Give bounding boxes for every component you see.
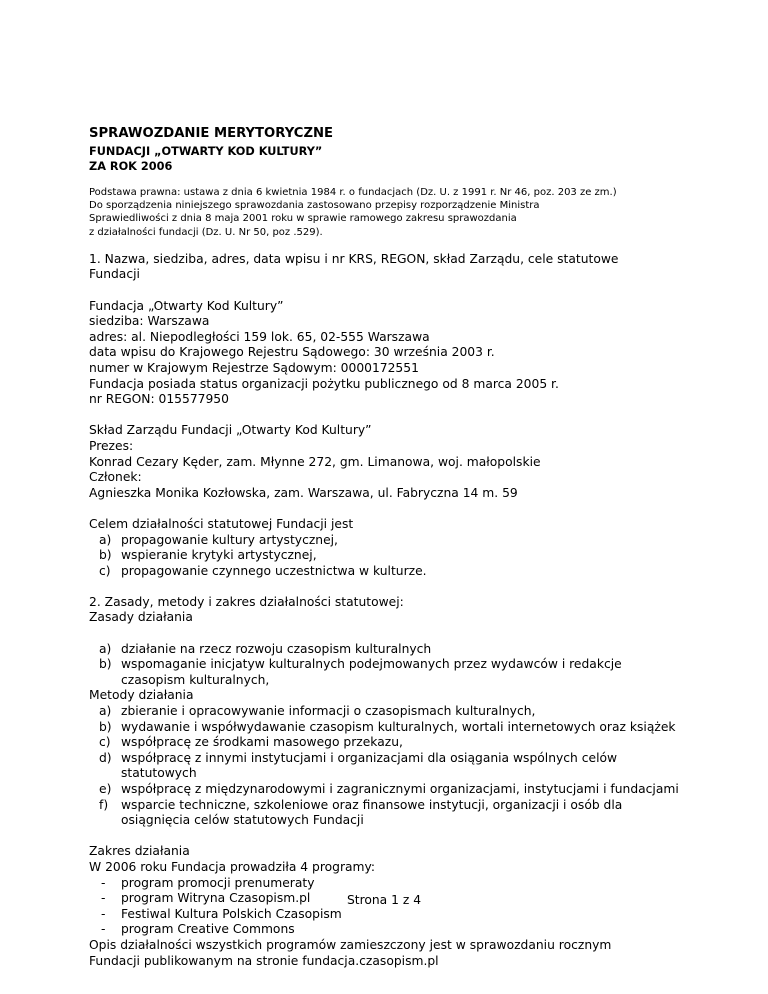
info-line: nr REGON: 015577950 bbox=[89, 392, 229, 407]
closing-line: Fundacji publikowanym na stronie fundacja.czasopism.pl bbox=[89, 953, 439, 968]
goals-list bbox=[89, 533, 689, 580]
legal-basis bbox=[89, 186, 689, 239]
board-line: Skład Zarządu Fundacji „Otwarty Kod Kultury” bbox=[89, 423, 372, 438]
closing-line: Opis działalności wszystkich programów zamieszczony jest w sprawozdaniu rocznym bbox=[89, 937, 612, 952]
foundation-info bbox=[89, 299, 689, 408]
info-line: numer w Krajowym Rejestrze Sądowym: 0000172551 bbox=[89, 360, 419, 375]
list-item: a) propagowanie kultury artystycznej, bbox=[99, 532, 338, 547]
section2-heading: 2. Zasady, metody i zakres działalności statutowej: bbox=[89, 594, 404, 609]
list-item: - program Witryna Czasopism.pl bbox=[101, 891, 311, 906]
list-item: f) wsparcie techniczne, szkoleniowe oraz finansowe instytucji, organizacji i osób dla osiągnięcia celów statutowych Fundacji bbox=[99, 797, 623, 828]
scope-intro: W 2006 roku Fundacja prowadziła 4 programy: bbox=[89, 859, 376, 874]
list-item: b) wspomaganie inicjatyw kulturalnych podejmowanych przez wydawców i redakcje czasopism kulturalnych, bbox=[99, 657, 622, 687]
legal-line: Podstawa prawna: ustawa z dnia 6 kwietnia 1984 r. o fundacjach (Dz. U. z 1991 r. Nr 46, poz. 203 ze zm.) bbox=[89, 187, 617, 198]
board-line: Członek: bbox=[89, 470, 142, 485]
document-title: SPRAWOZDANIE MERYTORYCZNE bbox=[89, 126, 334, 141]
methods-label: Metody działania bbox=[89, 688, 194, 703]
list-item: d) współpracę z innymi instytucjami i organizacjami dla osiągania wspólnych celów statutowych bbox=[99, 750, 618, 781]
info-line: Fundacja „Otwarty Kod Kultury” bbox=[89, 298, 284, 313]
principles-label: Zasady działania bbox=[89, 610, 193, 625]
legal-line: Sprawiedliwości z dnia 8 maja 2001 roku w sprawie ramowego zakresu sprawozdania bbox=[89, 213, 517, 225]
list-item: b) wydawanie i współwydawanie czasopism kulturalnych, wortali internetowych oraz książek bbox=[99, 719, 676, 734]
section1-heading-cont: Fundacji bbox=[89, 267, 140, 282]
info-line: Fundacja posiada status organizacji pożytku publicznego od 8 marca 2005 r. bbox=[89, 376, 559, 391]
document-page bbox=[89, 126, 689, 969]
list-item: a) zbieranie i opracowywanie informacji o czasopismach kulturalnych, bbox=[99, 704, 536, 719]
list-item: c) propagowanie czynnego uczestnictwa w kulturze. bbox=[99, 563, 427, 578]
goals-intro: Celem działalności statutowej Fundacji jest bbox=[89, 516, 354, 531]
list-item: e) współpracę z międzynarodowymi i zagranicznymi organizacjami, instytucjami i fundacjami bbox=[99, 782, 679, 796]
list-item: - program Creative Commons bbox=[101, 922, 295, 937]
methods-list bbox=[89, 704, 689, 829]
board-line: Prezes: bbox=[89, 438, 134, 453]
list-item: a) działanie na rzecz rozwoju czasopism kulturalnych bbox=[99, 641, 432, 656]
list-item: - program promocji prenumeraty bbox=[101, 875, 315, 890]
list-item: c) współpracę ze środkami masowego przekazu, bbox=[99, 735, 403, 750]
section1-heading: 1. Nazwa, siedziba, adres, data wpisu i nr KRS, REGON, skład Zarządu, cele statutowe bbox=[89, 251, 619, 266]
info-line: adres: al. Niepodległości 159 lok. 65, 02-555 Warszawa bbox=[89, 329, 430, 344]
board-composition bbox=[89, 423, 689, 501]
scope-label: Zakres działania bbox=[89, 844, 190, 859]
legal-line: Do sporządzenia niniejszego sprawozdania zastosowano przepisy rozporządzenie Ministra bbox=[89, 200, 540, 212]
principles-list bbox=[89, 642, 689, 689]
info-line: data wpisu do Krajowego Rejestru Sądowego: 30 września 2003 r. bbox=[89, 345, 495, 360]
document-subtitle: FUNDACJI „OTWARTY KOD KULTURY” bbox=[89, 145, 323, 158]
legal-line: z działalności fundacji (Dz. U. Nr 50, poz .529). bbox=[89, 226, 323, 238]
info-line: siedziba: Warszawa bbox=[89, 314, 210, 329]
document-year: ZA ROK 2006 bbox=[89, 160, 173, 173]
board-line: Konrad Cezary Kęder, zam. Młynne 272, gm. Limanowa, woj. małopolskie bbox=[89, 454, 541, 469]
board-line: Agnieszka Monika Kozłowska, zam. Warszawa, ul. Fabryczna 14 m. 59 bbox=[89, 485, 518, 500]
list-item: - Festiwal Kultura Polskich Czasopism bbox=[101, 906, 342, 921]
page-number: Strona 1 z 4 bbox=[346, 893, 422, 907]
list-item: b) wspieranie krytyki artystycznej, bbox=[99, 548, 317, 563]
